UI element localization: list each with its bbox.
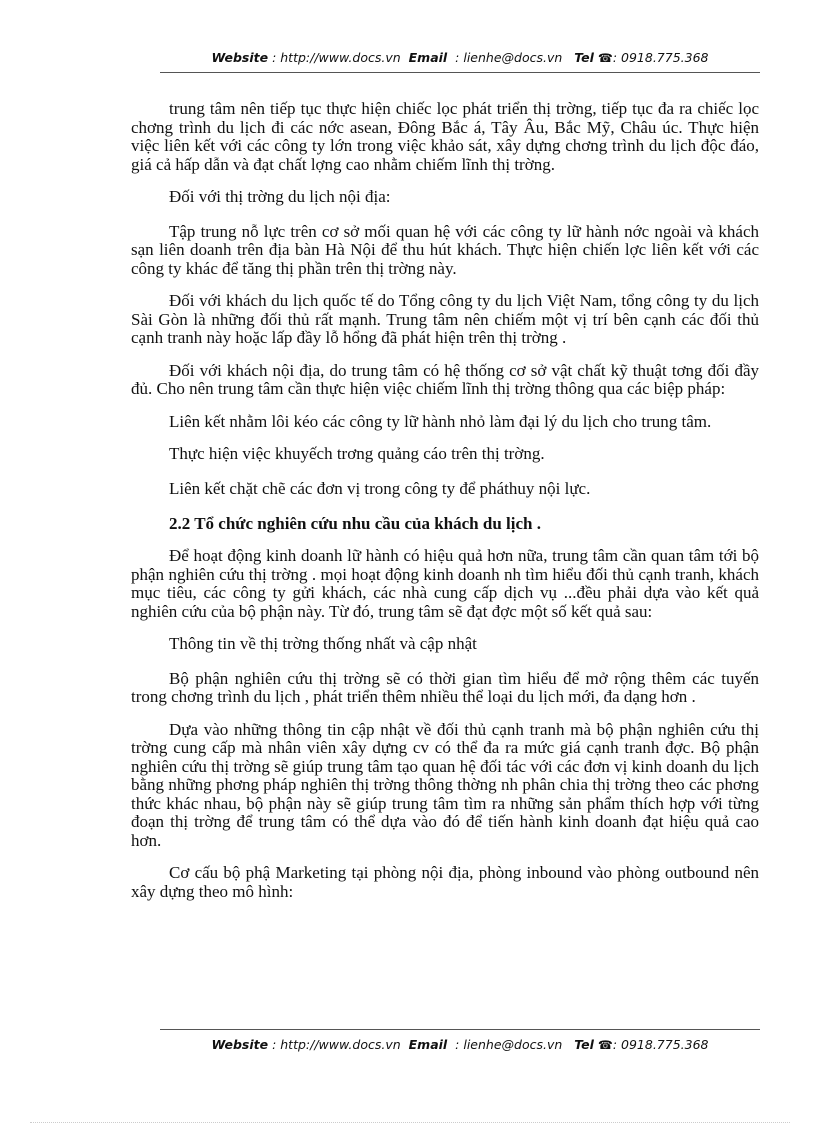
paragraph: Thực hiện việc khuyếch trơng quảng cáo trên thị trờng. [169, 444, 545, 463]
email-label: Email [408, 1037, 448, 1052]
tel-label: Tel [574, 1037, 594, 1052]
paragraph: trung tâm nên tiếp tục thực hiện chiếc lọc phát triển thị trờng, tiếp tục đa ra chiếc lọc chơng trình du lịch đi các nớc asean, Đông Bắc á, Tây Âu, Bắc Mỹ, Châu úc. Thực hiện việc liên kết với các công ty lớn trong việc khảo sát, xây dựng chơng trình du lịch độc đáo, giá cả hấp dẫn và đạt chất lợng cao nhằm chiếm lĩnh thị trờng. [131, 99, 759, 174]
website-label: Website [211, 1037, 269, 1052]
paragraph: Đối với khách du lịch quốc tế do Tổng công ty du lịch Việt Nam, tổng công ty du lịch Sài Gòn là những đối thủ rất mạnh. Trung tâm nên chiếm một vị trí bên cạnh các đối thủ cạnh tranh này hoặc lấp đầy lỗ hổng đã phát hiện trên thị trờng . [131, 291, 759, 347]
email-address[interactable]: : lienhe@docs.vn [455, 1037, 563, 1052]
paragraph: Dựa vào những thông tin cập nhật về đối thủ cạnh tranh mà bộ phận nghiên cứu thị trờng cung cấp mà nhân viên xây dựng cv có thể đa ra mức giá cạnh tranh đợc. Bộ phận nghiên cứu thị trờng sẽ giúp trung tâm tạo quan hệ đối tác với các đơn vị kinh doanh du lịch bằng những phơng pháp nghiên thị trờng thông thờng nh phân chia thị trờng theo các phơng thức khác nhau, bộ phận này sẽ giúp trung tâm tìm ra những sản phẩm thích hợp với từng đoạn thị trờng để trung tâm có thể dựa vào đó để tiến hành kinh doanh đạt hiệu quả cao hơn. [131, 719, 759, 850]
website-url[interactable]: : http://www.docs.vn [272, 1037, 401, 1052]
paragraph: Đối với khách nội địa, do trung tâm có hệ thống cơ sở vật chất kỹ thuật tơng đối đầy đủ. Cho nên trung tâm cần thực hiện việc chiếm lĩnh thị trờng thông qua các biệp pháp: [131, 360, 759, 398]
phone-icon: ☎ [597, 1038, 613, 1052]
tel-number: : 0918.775.368 [612, 1037, 709, 1052]
paragraph: Liên kết nhằm lôi kéo các công ty lữ hành nhỏ làm đại lý du lịch cho trung tâm. [169, 411, 712, 431]
paragraph: Thông tin về thị trờng thống nhất và cập nhật [169, 634, 477, 653]
section-heading: 2.2 Tổ chức nghiên cứu nhu cầu của khách du lịch . [169, 514, 541, 533]
page-footer [160, 1037, 760, 1052]
paragraph: Tập trung nỗ lực trên cơ sở mối quan hệ với các công ty lữ hành nớc ngoài và khách sạn liên doanh trên địa bàn Hà Nội để thu hút khách. Thực hiện chiến lợc liên kết với các công ty khác để tăng thị phần trên thị trờng này. [131, 221, 759, 278]
tel-number: : 0918.775.368 [612, 50, 709, 65]
website-url[interactable]: : http://www.docs.vn [272, 50, 401, 65]
tel-label: Tel [574, 50, 594, 65]
header-divider [160, 72, 760, 73]
phone-icon: ☎ [597, 51, 613, 65]
paragraph: Bộ phận nghiên cứu thị trờng sẽ có thời gian tìm hiểu để mở rộng thêm các tuyến trong chơng trình du lịch , phát triển thêm nhiều thể loại du lịch mới, đa dạng hơn . [131, 668, 759, 706]
page-header [160, 50, 760, 65]
email-label: Email [408, 50, 448, 65]
paragraph: Cơ cấu bộ phậ Marketing tại phòng nội địa, phòng inbound vào phòng outbound nên xây dựng theo mô hình: [131, 863, 759, 901]
paragraph: Liên kết chặt chẽ các đơn vị trong công ty để pháthuy nội lực. [169, 478, 591, 498]
paragraph: Để hoạt động kinh doanh lữ hành có hiệu quả hơn nữa, trung tâm cần quan tâm tới bộ phận nghiên cứu thị trờng . mọi hoạt động kinh doanh nh tìm hiểu đối thủ cạnh tranh, khách mục tiêu, các công ty gửi khách, các nhà cung cấp dịch vụ ...đều phải dựa vào kết quả nghiên cứu của bộ phận này. Từ đó, trung tâm sẽ đạt đợc một số kết quả sau: [131, 546, 759, 621]
footer-divider [160, 1029, 760, 1030]
email-address[interactable]: : lienhe@docs.vn [455, 50, 563, 65]
website-label: Website [211, 50, 269, 65]
document-body [131, 100, 759, 915]
paragraph: Đối với thị trờng du lịch nội địa: [169, 187, 391, 206]
